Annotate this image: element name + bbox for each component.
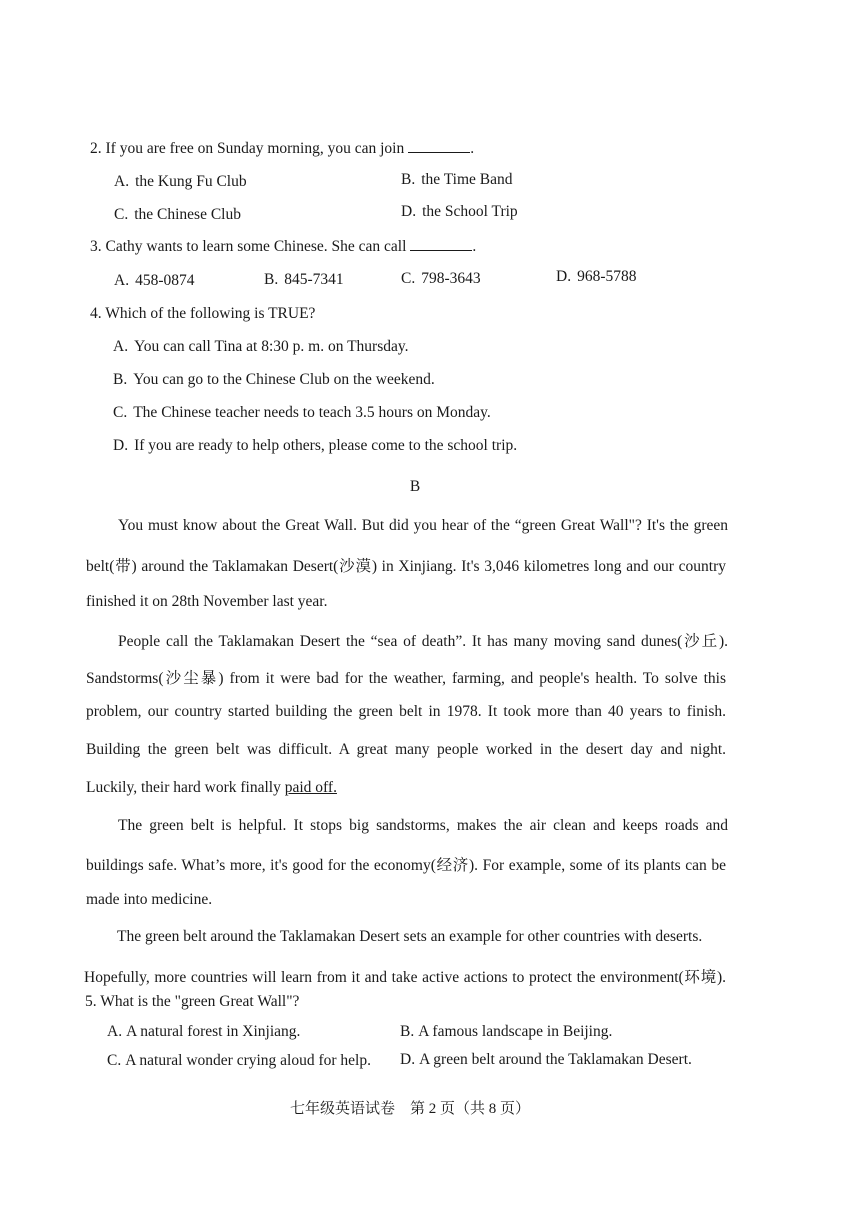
passage-line: problem, our country started building the green belt in 1978. It took more than 40 years to finish. [86, 703, 726, 720]
page-footer: 七年级英语试卷 第 2 页（共 8 页） [289, 1101, 530, 1117]
question-2-end: . [470, 140, 475, 157]
option-text: You can call Tina at 8:30 p. m. on Thursday. [134, 338, 409, 355]
question-3-option-d [556, 268, 637, 286]
question-3-option-b [264, 271, 344, 289]
option-letter: D. [401, 203, 417, 220]
question-5-option-d [400, 1051, 692, 1069]
option-text: the Chinese Club [134, 206, 241, 223]
question-2-stem [90, 140, 474, 158]
question-5-option-a [107, 1023, 300, 1041]
passage-line: People call the Taklamakan Desert the “sea of death”. It has many moving sand dunes(沙丘). [118, 633, 728, 650]
passage-line [86, 779, 726, 797]
question-3-option-a [114, 272, 195, 290]
passage-line: belt(带) around the Taklamakan Desert(沙漠) in Xinjiang. It's 3,046 kilometres long and our country [86, 558, 726, 575]
passage-line: Building the green belt was difficult. A great many people worked in the desert day and night. [86, 741, 726, 758]
option-letter: C. [113, 404, 128, 421]
question-2-option-c [114, 206, 241, 224]
option-letter: C. [107, 1052, 122, 1069]
passage-line: made into medicine. [86, 891, 213, 908]
question-4-option-b [113, 371, 435, 389]
question-5-text: 5. What is the "green Great Wall"? [85, 993, 300, 1010]
question-5-stem [85, 993, 299, 1011]
passage-line: buildings safe. What’s more, it's good for the economy(经济). For example, some of its plants can be [86, 857, 726, 874]
passage-line: finished it on 28th November last year. [86, 593, 328, 610]
question-5-option-b [400, 1023, 612, 1041]
question-4-stem [90, 305, 315, 323]
option-text: the Kung Fu Club [135, 173, 247, 190]
option-text: the Time Band [421, 171, 513, 188]
passage-text: Luckily, their hard work finally [86, 779, 281, 796]
option-letter: B. [264, 271, 279, 288]
question-3-end: . [472, 238, 477, 255]
option-text: the School Trip [422, 203, 518, 220]
question-3-text: 3. Cathy wants to learn some Chinese. She can call [90, 238, 407, 255]
question-4-text: 4. Which of the following is TRUE? [90, 305, 316, 322]
option-text: You can go to the Chinese Club on the weekend. [133, 371, 435, 388]
passage-line: The green belt around the Taklamakan Desert sets an example for other countries with deserts. [117, 928, 703, 945]
option-letter: A. [114, 272, 130, 289]
passage-line: Hopefully, more countries will learn from it and take active actions to protect the environment(环境). [84, 969, 726, 986]
option-letter: A. [113, 338, 129, 355]
option-text: A green belt around the Taklamakan Desert. [419, 1051, 692, 1068]
passage-line: Sandstorms(沙尘暴) from it were bad for the weather, farming, and people's health. To solve this [86, 670, 726, 687]
question-4-option-d [113, 437, 517, 455]
option-letter: D. [556, 268, 572, 285]
option-letter: B. [113, 371, 128, 388]
option-letter: C. [114, 206, 129, 223]
option-text: 968-5788 [577, 268, 637, 285]
option-letter: D. [400, 1051, 416, 1068]
underlined-phrase: paid off. [284, 779, 337, 796]
answer-blank [408, 140, 470, 153]
question-3-option-c [401, 270, 481, 288]
question-4-option-c [113, 404, 491, 422]
option-text: The Chinese teacher needs to teach 3.5 hours on Monday. [133, 404, 491, 421]
option-letter: A. [107, 1023, 123, 1040]
option-letter: A. [114, 173, 130, 190]
option-text: A famous landscape in Beijing. [418, 1023, 613, 1040]
answer-blank [410, 238, 472, 251]
question-2-option-b [401, 171, 513, 189]
option-text: If you are ready to help others, please come to the school trip. [134, 437, 518, 454]
question-3-stem [90, 238, 476, 256]
option-letter: B. [401, 171, 416, 188]
question-5-option-c [107, 1052, 371, 1070]
option-text: 458-0874 [135, 272, 195, 289]
option-text: 845-7341 [284, 271, 344, 288]
section-heading: B [409, 478, 421, 495]
option-text: A natural forest in Xinjiang. [126, 1023, 301, 1040]
question-2-text: 2. If you are free on Sunday morning, you can join [90, 140, 405, 157]
passage-line: You must know about the Great Wall. But did you hear of the “green Great Wall"? It's the green [118, 517, 728, 534]
option-letter: C. [401, 270, 416, 287]
passage-line: The green belt is helpful. It stops big sandstorms, makes the air clean and keeps roads and [118, 817, 728, 834]
question-2-option-a [114, 173, 247, 191]
question-4-option-a [113, 338, 408, 356]
option-letter: B. [400, 1023, 415, 1040]
option-letter: D. [113, 437, 129, 454]
question-2-option-d [401, 203, 518, 221]
option-text: A natural wonder crying aloud for help. [125, 1052, 371, 1069]
option-text: 798-3643 [421, 270, 481, 287]
